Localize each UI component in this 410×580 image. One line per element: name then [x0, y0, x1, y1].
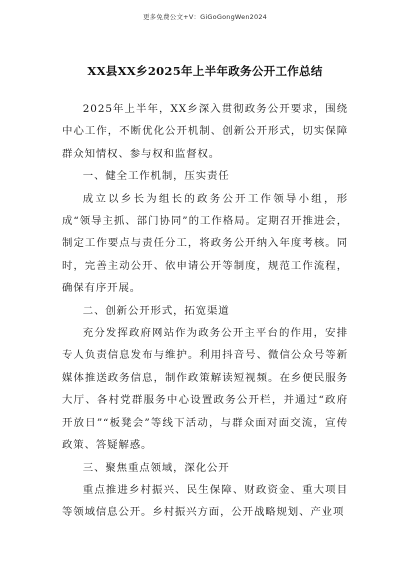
section-heading-2: 二、创新公开形式，拓宽渠道 [82, 304, 230, 317]
section-3-paragraph: 重点推进乡村振兴、民生保障、财政资金、重大项目等领域信息公开。乡村振兴方面，公开战略规划、产业项 [62, 483, 348, 519]
section-1-paragraph: 成立以乡长为组长的政务公开工作领导小组，形成“领导主抓、部门协同”的工作格局。定期召开推进会，制定工作要点与责任分工，将政务公开纳入年度考核。同时，完善主动公开、依申请公开等制度，规范工作流程，确保有序开展。 [62, 192, 348, 295]
document-body [62, 98, 348, 524]
document-title: XX县XX乡2025年上半年政务公开工作总结 [87, 64, 323, 78]
section-heading-3: 三、聚焦重点领域，深化公开 [82, 461, 230, 474]
section-heading-1: 一、健全工作机制，压实责任 [82, 170, 230, 183]
header-note: 更多免费公文+V：GiGoGongWen2024 [142, 13, 267, 21]
intro-paragraph: 2025年上半年，XX乡深入贯彻政务公开要求，围绕中心工作，不断优化公开机制、创新公开形式，切实保障群众知情权、参与权和监督权。 [62, 103, 348, 160]
section-2-paragraph: 充分发挥政府网站作为政务公开主平台的作用，安排专人负责信息发布与维护。利用抖音号、微信公众号等新媒体推送政务信息，制作政策解读短视频。在乡便民服务大厅、各村党群服务中心设置政务公开栏，并通过“政府开放日”“板凳会”等线下活动，与群众面对面交流，宣传政策、答疑解惑。 [62, 327, 348, 452]
